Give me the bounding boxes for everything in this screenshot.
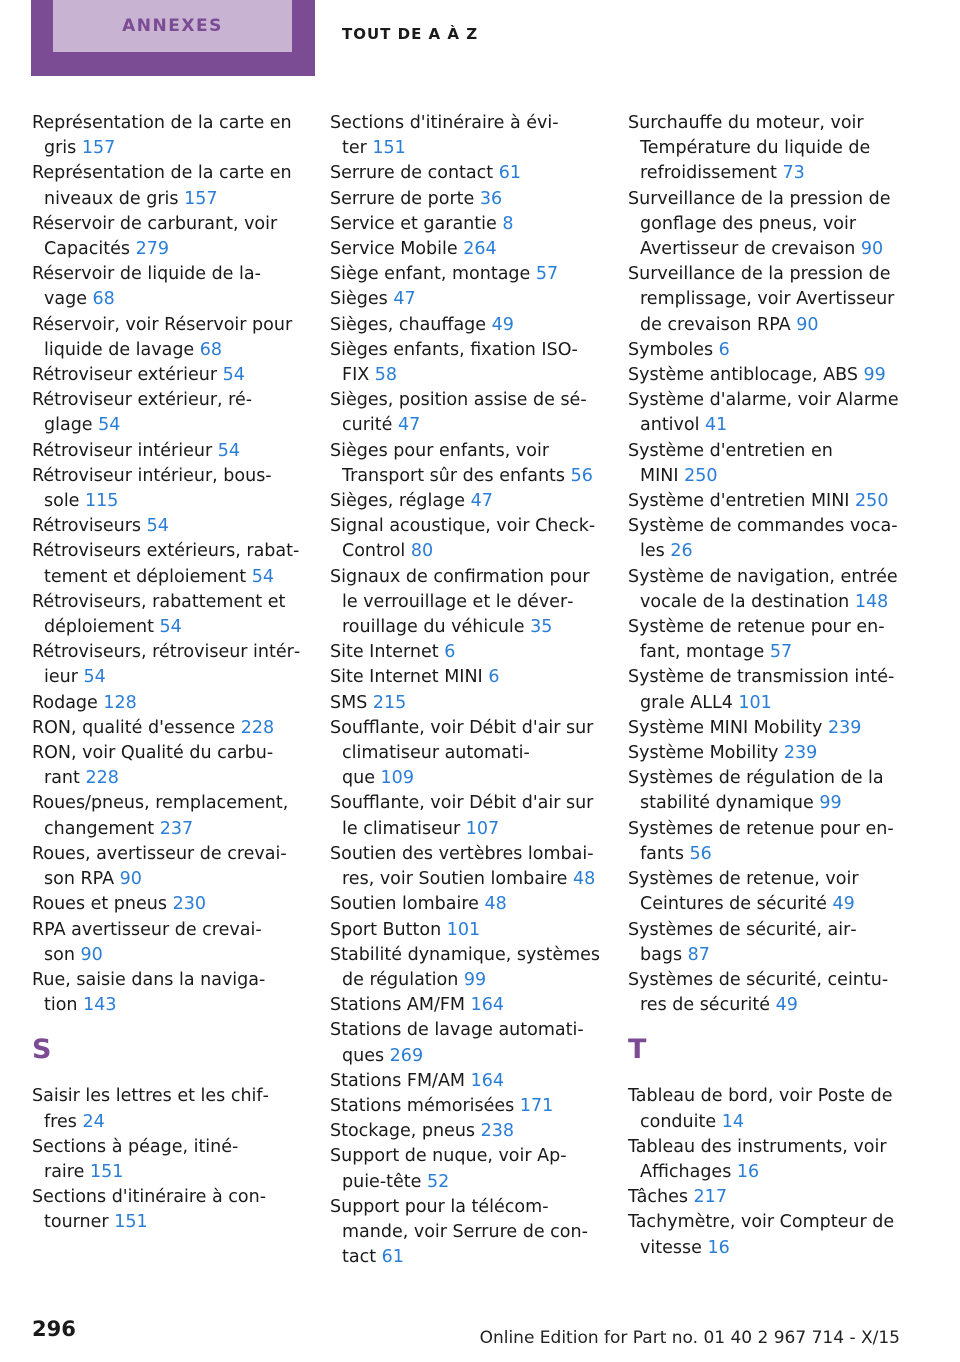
page-reference-link[interactable]: 238 — [480, 1121, 515, 1142]
index-entry-text: ter — [342, 138, 367, 159]
index-entry-text: Tableau des instruments, voir — [628, 1136, 887, 1157]
index-entry-text: Siège enfant, montage — [330, 264, 531, 285]
index-entry-text: refroidissement — [640, 163, 777, 184]
index-entry-text: Avertisseur de crevaison — [640, 239, 856, 260]
page-reference-link[interactable]: 6 — [444, 642, 456, 663]
index-entry-text: Représentation de la carte en — [32, 163, 292, 184]
index-entry — [330, 993, 610, 1018]
page-reference-link[interactable]: 16 — [736, 1161, 760, 1182]
index-entry — [330, 1119, 610, 1144]
page-reference-link[interactable]: 215 — [372, 692, 407, 713]
header-title: TOUT DE A À Z — [342, 25, 479, 43]
index-entry-text: Réservoir de liquide de la‐ — [32, 264, 261, 285]
page-reference-link[interactable]: 14 — [721, 1111, 744, 1132]
index-entry — [32, 590, 312, 640]
index-entry — [628, 111, 908, 187]
index-entry-text: Stations mémorisées — [330, 1095, 515, 1116]
index-entry — [628, 1084, 908, 1134]
index-entry-text: son RPA — [44, 869, 115, 890]
index-entry-text: Surveillance de la pression de — [628, 264, 891, 285]
index-entry-text: Support de nuque, voir Ap‐ — [330, 1146, 567, 1167]
index-entry-text: Systèmes de régulation de la — [628, 768, 884, 789]
index-entry — [32, 892, 312, 917]
index-entry — [628, 817, 908, 867]
index-entry — [330, 1018, 610, 1068]
index-entry-text: Soufflante, voir Débit d'air sur — [330, 717, 594, 738]
index-entry-text: Sièges enfants, fixation ISO‐ — [330, 339, 578, 360]
index-entry — [32, 1185, 312, 1235]
index-entry-text: res, voir Soutien lombaire — [342, 869, 568, 890]
index-entry — [330, 640, 610, 665]
index-entry-text: fants — [640, 843, 684, 864]
index-entry-text: Signal acoustique, voir Check- — [330, 516, 596, 537]
index-entry-text: les — [640, 541, 665, 562]
index-entry-text: Système antiblocage, ABS — [628, 365, 858, 386]
index-entry-text: Système de navigation, entrée — [628, 566, 898, 587]
page-reference-link[interactable]: 47 — [397, 415, 421, 436]
index-entry-text: stabilité dynamique — [640, 793, 814, 814]
index-entry — [32, 388, 312, 438]
index-entry — [628, 489, 908, 514]
page-reference-link[interactable]: 6 — [718, 339, 730, 360]
index-entry-text: tement et déploiement — [44, 566, 247, 587]
page-reference-link[interactable]: 228 — [240, 717, 275, 738]
index-entry-text: Service Mobile — [330, 239, 458, 260]
index-entry — [628, 665, 908, 715]
index-entry — [628, 615, 908, 665]
index-entry-text: ieur — [44, 667, 78, 688]
index-entry — [330, 716, 610, 792]
index-entry — [32, 161, 312, 211]
page-reference-link[interactable]: 61 — [381, 1247, 404, 1268]
index-entry-text: Surveillance de la pression de — [628, 188, 891, 209]
footer-edition: Online Edition for Part no. 01 40 2 967 714 - X/15 — [479, 1328, 900, 1348]
index-entry-text: Serrure de porte — [330, 188, 475, 209]
index-entry — [32, 439, 312, 464]
index-entry-text: niveaux de gris — [44, 188, 179, 209]
page-reference-link[interactable]: 269 — [389, 1045, 424, 1066]
index-entry-text: RON, qualité d'essence — [32, 717, 236, 738]
index-column-3 — [628, 111, 908, 1261]
index-entry-text: Roues et pneus — [32, 894, 167, 915]
page-reference-link[interactable]: 109 — [380, 768, 414, 789]
index-entry-text: Ceintures de sécurité — [640, 894, 827, 915]
index-entry-text: Control — [342, 541, 406, 562]
index-entry-text: Système d'entretien MINI — [628, 491, 850, 512]
index-entry-text: puie-tête — [342, 1171, 422, 1192]
index-entry-text: Sport Button — [330, 919, 442, 940]
page-reference-link[interactable]: 16 — [707, 1237, 730, 1258]
index-entry-text: Stations de lavage automati‐ — [330, 1020, 584, 1041]
index-entry-text: Roues/pneus, remplacement, — [32, 793, 289, 814]
index-entry-text: Capacités — [44, 239, 131, 260]
index-entry-text: Rétroviseurs extérieurs, rabat‐ — [32, 541, 300, 562]
index-entry-text: Stations FM/AM — [330, 1070, 466, 1091]
page-reference-link[interactable]: 99 — [819, 793, 842, 814]
page-reference-link[interactable]: 87 — [687, 944, 710, 965]
page-reference-link[interactable]: 52 — [426, 1171, 450, 1192]
index-entry-text: Sièges — [330, 289, 388, 310]
index-entry — [330, 665, 610, 690]
section-letter-s: S — [32, 1034, 52, 1066]
page-reference-link[interactable]: 54 — [83, 667, 106, 688]
index-entry-text: que — [342, 768, 375, 789]
index-entry-text: Réservoir de carburant, voir — [32, 213, 278, 234]
index-entry-text: Surchauffe du moteur, voir — [628, 113, 864, 133]
index-entry — [330, 313, 610, 338]
page-reference-link[interactable]: 54 — [146, 516, 169, 537]
index-entry-text: FIX — [342, 365, 370, 386]
page-reference-link[interactable]: 239 — [783, 743, 818, 764]
index-entry — [32, 212, 312, 262]
page-reference-link[interactable]: 115 — [85, 491, 119, 512]
index-entry-text: Rétroviseurs, rétroviseur intér‐ — [32, 642, 301, 663]
page-reference-link[interactable]: 57 — [769, 642, 793, 663]
index-entry — [330, 489, 610, 514]
index-entry — [32, 539, 312, 589]
index-entry-text: Rue, saisie dans la naviga‐ — [32, 969, 266, 990]
index-entry-text: Systèmes de sécurité, air‐ — [628, 919, 857, 940]
index-entry-text: Stockage, pneus — [330, 1121, 476, 1142]
page-reference-link[interactable]: 54 — [251, 566, 274, 587]
index-entry-text: Soufflante, voir Débit d'air sur — [330, 793, 594, 814]
index-entry — [628, 741, 908, 766]
index-entry — [330, 691, 610, 716]
page-reference-link[interactable]: 47 — [470, 491, 493, 512]
index-entry-text: changement — [44, 818, 155, 839]
index-entry-text: antivol — [640, 415, 700, 436]
page-reference-link[interactable]: 54 — [159, 617, 182, 638]
index-entry — [628, 439, 908, 489]
page-reference-link[interactable]: 164 — [470, 1070, 505, 1091]
page-reference-link[interactable]: 73 — [782, 163, 805, 184]
page-reference-link[interactable]: 217 — [693, 1187, 727, 1208]
page-reference-link[interactable]: 61 — [498, 163, 521, 184]
page-reference-link[interactable]: 49 — [491, 314, 514, 335]
index-entry-text: Systèmes de retenue pour en‐ — [628, 818, 894, 839]
index-entry-text: Service et garantie — [330, 213, 497, 234]
index-entry — [330, 212, 610, 237]
index-entry — [330, 943, 610, 993]
page-reference-link[interactable]: 237 — [159, 818, 194, 839]
page-header — [0, 0, 960, 76]
index-entry-text: Système de retenue pour en‐ — [628, 617, 885, 638]
index-entry-text: RPA avertisseur de crevai‐ — [32, 919, 262, 940]
index-entry-text: bags — [640, 944, 683, 965]
index-entry — [32, 918, 312, 968]
index-entry-text: de crevaison RPA — [640, 314, 791, 335]
index-entry-text: Sections d'itinéraire à évi‐ — [330, 113, 559, 133]
index-entry-text: vocale de la destination — [640, 591, 850, 612]
index-entry — [32, 741, 312, 791]
index-entry — [32, 313, 312, 363]
index-entry — [628, 1135, 908, 1185]
page-reference-link[interactable]: 279 — [135, 239, 169, 260]
index-entry — [330, 287, 610, 312]
index-entry — [628, 716, 908, 741]
index-entry-text: SMS — [330, 692, 368, 713]
index-entry-text: Système Mobility — [628, 743, 779, 764]
index-entry-text: mande, voir Serrure de con‐ — [342, 1221, 588, 1242]
page-reference-link[interactable]: 41 — [705, 415, 728, 436]
index-entry-text: ques — [342, 1045, 385, 1066]
index-entry — [32, 842, 312, 892]
index-entry — [628, 867, 908, 917]
index-entry — [628, 388, 908, 438]
page-reference-link[interactable]: 49 — [832, 894, 855, 915]
index-entry-text: sole — [44, 491, 80, 512]
index-entry — [628, 338, 908, 363]
index-entry — [330, 514, 610, 564]
index-entry-text: Systèmes de retenue, voir — [628, 869, 859, 890]
page-reference-link[interactable]: 68 — [92, 289, 115, 310]
index-entry — [32, 716, 312, 741]
index-entry-text: Stations AM/FM — [330, 995, 466, 1016]
index-entry — [628, 187, 908, 263]
index-entry-text: Système MINI Mobility — [628, 717, 823, 738]
page-reference-link[interactable]: 57 — [535, 264, 559, 285]
page-reference-link[interactable]: 148 — [854, 591, 889, 612]
page-reference-link[interactable]: 143 — [83, 995, 117, 1016]
index-entry — [330, 565, 610, 641]
index-entry-text: fant, montage — [640, 642, 765, 663]
index-entry — [330, 1144, 610, 1194]
page-number: 296 — [32, 1317, 76, 1341]
index-entry-text: Serrure de contact — [330, 163, 494, 184]
index-entry-text: tourner — [44, 1212, 109, 1233]
index-entry — [330, 1094, 610, 1119]
page-reference-link[interactable]: 164 — [470, 995, 505, 1016]
index-entry-text: Affichages — [640, 1161, 732, 1182]
page-reference-link[interactable]: 228 — [85, 768, 119, 789]
page-reference-link[interactable]: 157 — [81, 138, 116, 159]
index-entry-text: Soutien lombaire — [330, 894, 479, 915]
index-entry — [628, 968, 908, 1018]
index-entry-text: Sections d'itinéraire à con‐ — [32, 1187, 267, 1208]
page-reference-link[interactable]: 6 — [488, 667, 500, 688]
index-entry-text: Tachymètre, voir Compteur de — [628, 1212, 895, 1233]
index-entry — [628, 565, 908, 615]
section-tab-label: ANNEXES — [53, 0, 292, 52]
page-reference-link[interactable]: 54 — [217, 440, 241, 461]
page-reference-link[interactable]: 107 — [465, 818, 500, 839]
index-entry-text: vitesse — [640, 1237, 702, 1258]
page-reference-link[interactable]: 90 — [119, 869, 142, 890]
index-entry-text: Rétroviseur intérieur, bous‐ — [32, 465, 272, 486]
index-entry — [32, 262, 312, 312]
index-entry-text: Site Internet — [330, 642, 439, 663]
index-entry — [32, 791, 312, 841]
index-entry-text: Roues, avertisseur de crevai‐ — [32, 843, 287, 864]
index-entry-text: rant — [44, 768, 80, 789]
index-entry-text: tion — [44, 995, 78, 1016]
index-entry-text: liquide de lavage — [44, 339, 195, 360]
index-entry-text: RON, voir Qualité du carbu‐ — [32, 743, 274, 764]
index-entry-text: Signaux de confirmation pour — [330, 566, 590, 587]
page-reference-link[interactable]: 58 — [374, 365, 398, 386]
page-reference-link[interactable]: 49 — [775, 995, 798, 1016]
index-entry — [330, 1195, 610, 1271]
index-entry-text: curité — [342, 415, 393, 436]
index-entry-text: Rétroviseur extérieur, ré‐ — [32, 390, 253, 411]
index-entry — [628, 918, 908, 968]
index-entry-text: Rétroviseurs, rabattement et — [32, 591, 286, 612]
index-entry — [32, 111, 312, 161]
index-entry — [628, 514, 908, 564]
index-entry-text: gonflage des pneus, voir — [640, 213, 857, 234]
index-entry — [628, 1185, 908, 1210]
index-entry-text: Stabilité dynamique, systèmes — [330, 944, 601, 965]
index-entry-text: Rétroviseurs — [32, 516, 142, 537]
page-reference-link[interactable]: 151 — [89, 1161, 124, 1182]
page-reference-link[interactable]: 56 — [689, 843, 712, 864]
page-reference-link[interactable]: 54 — [222, 365, 245, 386]
index-entry-text: Tableau de bord, voir Poste de — [628, 1086, 893, 1107]
page-reference-link[interactable]: 101 — [738, 692, 772, 713]
index-entry — [330, 161, 610, 186]
index-entry-text: conduite — [640, 1111, 717, 1132]
index-entry — [330, 918, 610, 943]
page-reference-link[interactable]: 48 — [573, 869, 596, 890]
index-entry-text: Température du liquide de — [640, 138, 871, 159]
page-reference-link[interactable]: 36 — [479, 188, 503, 209]
index-entry-text: Système de transmission inté‐ — [628, 667, 895, 688]
index-entry-text: Tâches — [628, 1187, 688, 1208]
index-column-1 — [32, 111, 312, 1236]
page-reference-link[interactable]: 90 — [80, 944, 103, 965]
index-column-2 — [330, 111, 610, 1270]
index-entry-text: Rétroviseur extérieur — [32, 365, 218, 386]
index-entry-text: grale ALL4 — [640, 692, 733, 713]
page-reference-link[interactable]: 99 — [863, 365, 886, 386]
index-entry-text: Sièges, chauffage — [330, 314, 487, 335]
index-entry-text: Transport sûr des enfants — [342, 465, 566, 486]
index-entry-text: vage — [44, 289, 87, 310]
index-entry — [628, 363, 908, 388]
index-entry-text: Rétroviseur intérieur — [32, 440, 213, 461]
index-entry-text: Système d'alarme, voir Alarme — [628, 390, 899, 411]
page-reference-link[interactable]: 90 — [796, 314, 819, 335]
index-entry — [628, 1210, 908, 1260]
index-entry-text: le climatiseur — [342, 818, 461, 839]
index-entry-text: MINI — [640, 465, 679, 486]
index-entry — [32, 1135, 312, 1185]
page-reference-link[interactable]: 157 — [184, 188, 218, 209]
page-reference-link[interactable]: 68 — [199, 339, 223, 360]
page-reference-link[interactable]: 250 — [684, 465, 718, 486]
index-entry-text: Saisir les lettres et les chif‐ — [32, 1086, 269, 1107]
index-entry — [32, 640, 312, 690]
index-entry-text: Système de commandes voca‐ — [628, 516, 898, 537]
index-entry-text: Symboles — [628, 339, 714, 360]
page-reference-link[interactable]: 230 — [172, 894, 206, 915]
page-reference-link[interactable]: 56 — [570, 465, 593, 486]
page-reference-link[interactable]: 151 — [372, 138, 406, 159]
index-entry-text: glage — [44, 415, 93, 436]
index-entry-text: Soutien des vertèbres lombai‐ — [330, 843, 594, 864]
page-reference-link[interactable]: 250 — [855, 491, 889, 512]
index-entry — [32, 363, 312, 388]
page-reference-link[interactable]: 54 — [98, 415, 121, 436]
index-entry — [32, 1084, 312, 1134]
index-entry-text: son — [44, 944, 75, 965]
index-entry-text: gris — [44, 138, 77, 159]
page-reference-link[interactable]: 151 — [114, 1212, 148, 1233]
index-entry-text: Site Internet MINI — [330, 667, 483, 688]
index-entry — [330, 842, 610, 892]
page-reference-link[interactable]: 90 — [860, 239, 884, 260]
index-entry-text: climatiseur automati‐ — [342, 743, 530, 764]
index-entry-text: Sièges, réglage — [330, 491, 466, 512]
index-entry — [32, 691, 312, 716]
index-entry — [330, 791, 610, 841]
page-reference-link[interactable]: 26 — [670, 541, 693, 562]
page-reference-link[interactable]: 171 — [519, 1095, 554, 1116]
index-entry — [330, 1069, 610, 1094]
index-entry-text: res de sécurité — [640, 995, 770, 1016]
index-entry — [330, 439, 610, 489]
index-entry-text: rouillage du véhicule — [342, 617, 525, 638]
index-entry-text: Système d'entretien en — [628, 440, 833, 461]
index-entry-text: Représentation de la carte en — [32, 113, 292, 133]
index-entry — [628, 766, 908, 816]
index-entry — [330, 388, 610, 438]
index-entry-text: déploiement — [44, 617, 154, 638]
index-entry-text: Réservoir, voir Réservoir pour — [32, 314, 293, 335]
index-entry-text: raire — [44, 1161, 85, 1182]
index-entry — [330, 338, 610, 388]
index-entry-text: remplissage, voir Avertisseur — [640, 289, 895, 310]
index-entry-text: de régulation — [342, 969, 459, 990]
page-reference-link[interactable]: 101 — [446, 919, 481, 940]
index-entry-text: Support pour la télécom‐ — [330, 1196, 549, 1217]
index-entry — [330, 892, 610, 917]
index-entry-text: le verrouillage et le déver‐ — [342, 591, 574, 612]
index-entry — [32, 968, 312, 1018]
index-entry-text: Sièges, position assise de sé‐ — [330, 390, 587, 411]
index-entry-text: Systèmes de sécurité, ceintu‐ — [628, 969, 889, 990]
index-entry-text: fres — [44, 1111, 77, 1132]
index-entry — [330, 237, 610, 262]
page-reference-link[interactable]: 35 — [530, 617, 553, 638]
index-entry — [32, 514, 312, 539]
index-entry — [330, 111, 610, 161]
page-reference-link[interactable]: 128 — [103, 692, 137, 713]
index-entry-text: Rodage — [32, 692, 98, 713]
index-entry — [330, 262, 610, 287]
page-reference-link[interactable]: 99 — [463, 969, 487, 990]
page-reference-link[interactable]: 48 — [484, 894, 507, 915]
index-entry — [330, 187, 610, 212]
page-reference-link[interactable]: 24 — [82, 1111, 105, 1132]
index-entry — [628, 262, 908, 338]
page-reference-link[interactable]: 8 — [502, 213, 514, 234]
page-reference-link[interactable]: 239 — [827, 717, 862, 738]
section-letter-t: T — [628, 1034, 647, 1066]
index-entry-text: Sièges pour enfants, voir — [330, 440, 550, 461]
index-entry-text: Sections à péage, itiné‐ — [32, 1136, 239, 1157]
index-entry — [32, 464, 312, 514]
page-reference-link[interactable]: 264 — [463, 239, 497, 260]
page-reference-link[interactable]: 80 — [410, 541, 434, 562]
index-entry-text: tact — [342, 1247, 377, 1268]
page-reference-link[interactable]: 47 — [393, 289, 416, 310]
